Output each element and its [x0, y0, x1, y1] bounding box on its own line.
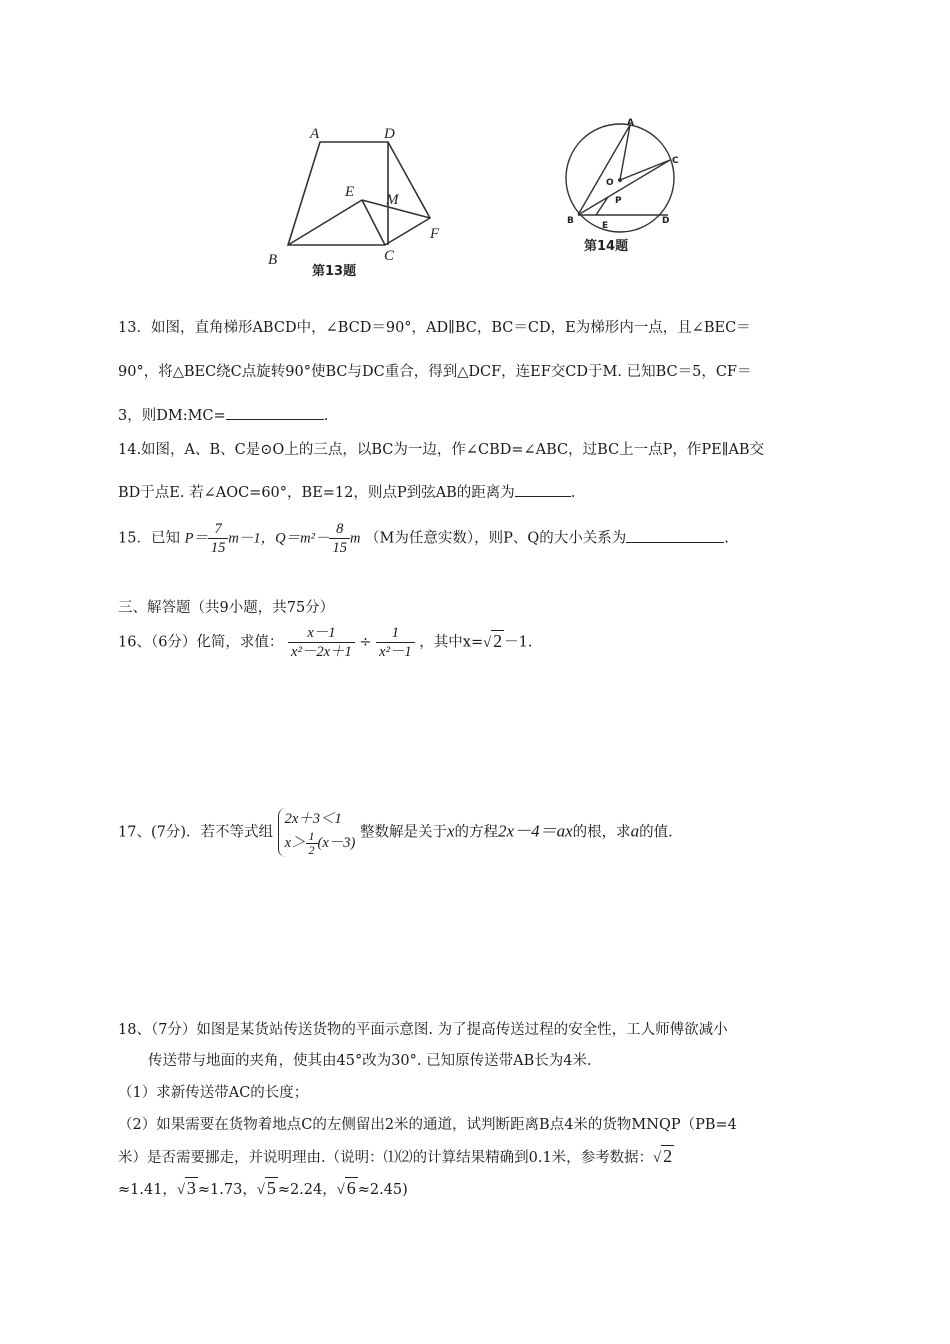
- label-C: C: [672, 156, 679, 166]
- label-M: M: [386, 192, 399, 208]
- q15-line: [118, 520, 729, 557]
- q17-prefix: 17、(7分)．若不等式组: [118, 824, 273, 841]
- q18-approx6: ≈2.45): [357, 1182, 408, 1198]
- q17-inequality-system: [278, 808, 356, 857]
- q18-sqrt5: √ 5: [256, 1178, 276, 1198]
- q18-part1: （1）求新传送带AC的长度；: [118, 1085, 309, 1101]
- label-E: E: [602, 221, 609, 231]
- q13-line1: 13．如图，直角梯形ABCD中，∠BCD＝90°，AD∥BC，BC＝CD，E为梯形内一点，且∠BEC＝: [118, 320, 751, 336]
- q18-approx2: ≈1.41，: [118, 1182, 177, 1198]
- section3-heading: 三、解答题（共9小题，共75分）: [118, 600, 335, 616]
- q18-rad6: 6: [346, 1178, 356, 1198]
- q18-line1: 18、（7分）如图是某货站传送货物的平面示意图. 为了提高传送过程的安全性，工人师傅欲减小: [118, 1022, 728, 1038]
- q16-f1-num: x－1: [288, 624, 355, 643]
- q16-sqrt: √ 2: [483, 630, 503, 651]
- q15-q-num: 8: [329, 520, 350, 539]
- q14-line2: [118, 482, 575, 503]
- q15-note: （M为任意实数），则P、Q的大小关系为: [365, 530, 627, 547]
- q15-answer-blank[interactable]: [626, 528, 724, 543]
- q17-var-a: a: [630, 821, 640, 841]
- figure-13: [260, 120, 460, 285]
- q17-ineq2: [285, 830, 356, 857]
- label-C: C: [384, 248, 395, 264]
- q15-frac-q: [329, 520, 350, 557]
- q15-frac-p: [208, 520, 229, 557]
- q18-part2-line3: [118, 1178, 408, 1200]
- q17-mid2: 的方程: [454, 824, 499, 841]
- q15-p-den: 15: [210, 540, 226, 556]
- q16-prefix: 16、（6分）化简，求值：: [118, 634, 284, 651]
- q13-line2: 90°，将△BEC绕C点旋转90°使BC与DC重合，得到△DCF，连EF交CD于M. 已知BC＝5，CF＝: [118, 364, 752, 380]
- q14-line2-text: BD于点E. 若∠AOC=60°，BE=12，则点P到弦AB的距离为: [118, 485, 515, 501]
- q17-ineq2-den: 2: [308, 843, 315, 857]
- q18-sqrt2: √ 2: [653, 1146, 673, 1166]
- q14-line2-end: .: [570, 485, 576, 501]
- q18-sqrt6: √ 6: [336, 1178, 356, 1198]
- q15-end: .: [724, 530, 729, 547]
- q16-mid: ，其中x=: [419, 634, 484, 651]
- label-D: D: [384, 126, 395, 142]
- q17-ineq1: 2x＋3＜1: [284, 811, 342, 827]
- q16-frac2: [376, 624, 415, 661]
- q18-approx3: ≈1.73，: [197, 1182, 257, 1198]
- q17-ineq2-lhs: x＞: [284, 834, 306, 851]
- q16-frac1: [288, 624, 355, 661]
- q18-rad5: 5: [266, 1178, 276, 1198]
- label-B: B: [268, 252, 278, 268]
- q17-mid3: 的根，求: [572, 824, 631, 841]
- figure-14: [558, 115, 708, 260]
- q16-f2-den: x²－1: [379, 644, 412, 660]
- q17-ineq2-rest: (x－3): [317, 834, 356, 851]
- label-D: D: [662, 216, 670, 226]
- figure-14-caption: 第14题: [584, 239, 629, 254]
- q16-f2-num: 1: [376, 624, 415, 643]
- q15-q-rest: m: [349, 530, 361, 547]
- q13-answer-blank[interactable]: [226, 405, 324, 420]
- q17-ineq2-num: 1: [306, 830, 318, 844]
- q17-end: 的值.: [639, 824, 673, 841]
- q18-part2-line2-text: 米）是否需要挪走，并说明理由.（说明：⑴⑵的计算结果精确到0.1米，参考数据：: [118, 1150, 654, 1166]
- label-A: A: [310, 126, 320, 142]
- q18-part2-line2: [118, 1146, 674, 1168]
- q17-equation: 2x－4＝ax: [498, 821, 573, 841]
- q18-part2-line1: （2）如果需要在货物着地点C的左侧留出2米的通道，试判断距离B点4米的货物MNQP（PB=4: [118, 1117, 737, 1133]
- q18-line2: 传送带与地面的夹角，使其由45°改为30°. 已知原传送带AB长为4米.: [148, 1053, 592, 1069]
- q13-line3-text: 3，则DM:MC=: [118, 408, 226, 424]
- q13-line3-end: .: [323, 408, 329, 424]
- q17-var-x: x: [447, 821, 455, 841]
- q18-rad3: 3: [186, 1178, 196, 1198]
- q16-line: [118, 624, 532, 661]
- q17-mid1: 整数解是关于: [360, 824, 447, 841]
- label-A: A: [627, 118, 634, 128]
- q14-line1: 14.如图，A、B、C是⊙O上的三点，以BC为一边，作∠CBD=∠ABC，过BC上一点P，作PE∥AB交: [118, 442, 765, 458]
- q14-answer-blank[interactable]: [515, 482, 571, 497]
- q15-prefix: 15．已知: [118, 530, 180, 547]
- q15-p-num: 7: [208, 520, 229, 539]
- trapezoid-outline: [288, 142, 430, 245]
- q18-approx5: ≈2.24，: [277, 1182, 337, 1198]
- q16-div: ÷: [359, 634, 372, 651]
- q15-p-lhs: P＝: [184, 530, 208, 547]
- q18-rad2: 2: [663, 1146, 673, 1166]
- q16-rad: 2: [493, 630, 503, 651]
- q16-end: －1.: [504, 634, 533, 651]
- label-E: E: [345, 184, 355, 200]
- q17-line: [118, 808, 673, 857]
- label-F: F: [430, 226, 440, 242]
- figure-13-caption: 第13题: [312, 264, 357, 279]
- q17-ineq2-frac: [306, 830, 318, 857]
- label-B: B: [567, 216, 574, 226]
- q15-p-rest: m－1，Q＝m²－: [228, 530, 330, 547]
- q15-q-den: 15: [332, 540, 347, 556]
- label-P: P: [615, 196, 622, 206]
- q13-line3: [118, 405, 328, 426]
- label-O: O: [606, 178, 614, 188]
- q18-sqrt3: √ 3: [176, 1178, 196, 1198]
- q16-f1-den: x²－2x＋1: [291, 644, 352, 660]
